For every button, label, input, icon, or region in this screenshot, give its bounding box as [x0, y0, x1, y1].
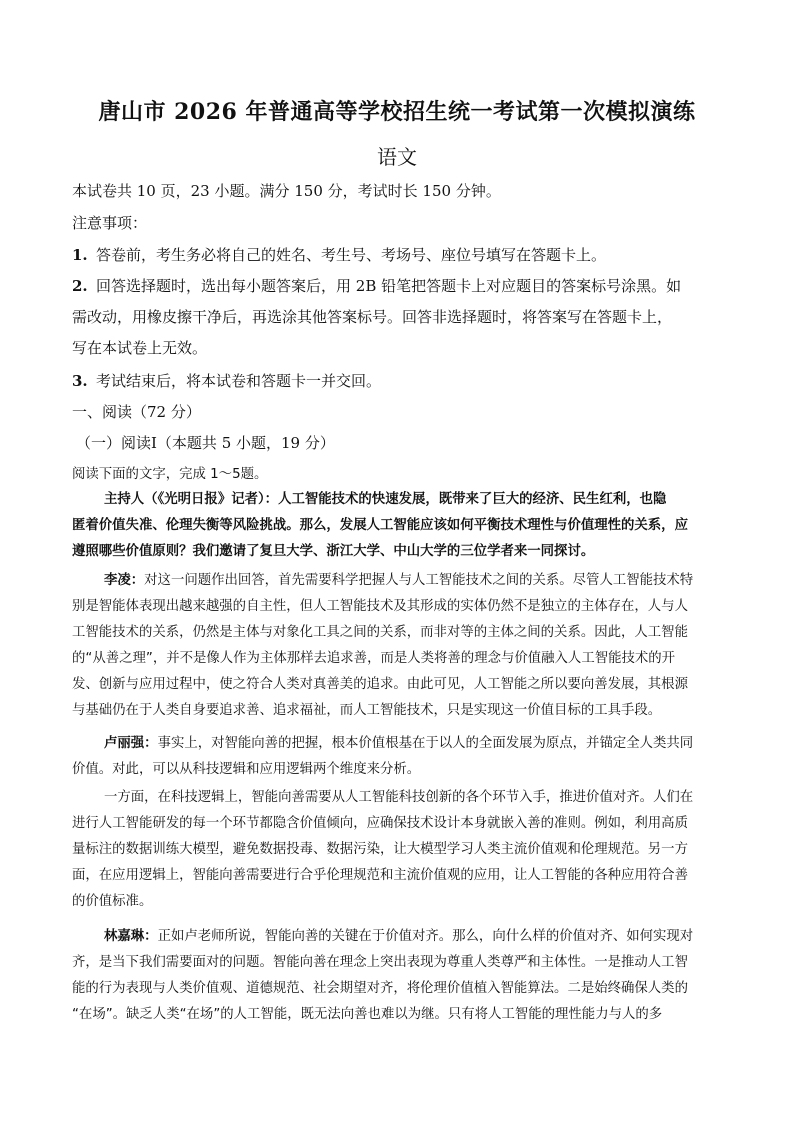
paragraph-line: 量标注的数据训练大模型，避免数据投毒、数据污染，让大模型学习人类主流价值观和伦理规范。另一方 [72, 842, 688, 857]
notice-item-number: 1. [72, 246, 88, 264]
exam-info: 本试卷共 10 页，23 小题。满分 150 分，考试时长 150 分钟。 [72, 182, 501, 200]
host-line: 遵照哪些价值原则？我们邀请了复旦大学、浙江大学、中山大学的三位学者来一同探讨。 [72, 544, 595, 559]
speaker-name: 林嘉琳： [104, 929, 158, 944]
paragraph-line: 工智能技术的关系，仍然是主体与对象化工具之间的关系，而非对等的主体之间的关系。因此，人工智能 [72, 625, 688, 640]
notice-heading: 注意事项： [72, 214, 148, 232]
paragraph-line: 的“从善之理”，并不是像人作为主体那样去追求善，而是人类将善的理念与价值融入人工智能技术的开 [72, 651, 676, 666]
sub-section-heading: （一）阅读Ⅰ（本题共 5 小题，19 分） [76, 434, 335, 452]
reading-instruction: 阅读下面的文字，完成 1～5题。 [72, 467, 268, 482]
host-line: 匿着价值失准、伦理失衡等风险挑战。那么，发展人工智能应该如何平衡技术理性与价值理性的关系，应 [72, 518, 688, 533]
paragraph-line: 齐，是当下我们需要面对的问题。智能向善在理念上突出表现为尊重人类尊严和主体性。一是推动人工智 [72, 955, 688, 970]
notice-item [72, 244, 606, 265]
notice-item-text: 回答选择题时，选出每小题答案后，用 2B 铅笔把答题卡上对应题目的答案标号涂黑。如 [96, 277, 682, 295]
notice-item-continued: 写在本试卷上无效。 [72, 339, 208, 357]
paragraph-line: 别是智能体表现出越来越强的自主性，但人工智能技术及其形成的实体仍然不是独立的主体存在，人与人 [72, 599, 688, 614]
paragraph-line: 事实上，对智能向善的把握，根本价值根基在于以人的全面发展为原点，并锚定全人类共同 [157, 736, 694, 751]
speaker-name: 卢丽强： [104, 736, 158, 751]
paragraph-line: 面，在应用逻辑上，智能向善需要进行合乎伦理规范和主流价值观的应用，让人工智能的各种应用符合善 [72, 868, 688, 883]
notice-item-text: 考试结束后，将本试卷和答题卡一并交回。 [96, 372, 382, 390]
speaker-paragraph-start [104, 569, 693, 588]
speaker-paragraph-start [104, 925, 693, 944]
paragraph-line: 一方面，在科技逻辑上，智能向善需要从人工智能科技创新的各个环节入手，推进价值对齐。人们在 [104, 790, 694, 805]
speaker-name: 李凌： [104, 573, 145, 588]
notice-item [72, 275, 681, 296]
paragraph-line: 发、创新与应用过程中，使之符合人类对真善美的追求。由此可见，人工智能之所以要向善发展，其根源 [72, 677, 688, 692]
paragraph-line: 价值。对此，可以从科技逻辑和应用逻辑两个维度来分析。 [72, 762, 421, 777]
notice-item-text: 答卷前，考生务必将自己的姓名、考生号、考场号、座位号填写在答题卡上。 [96, 246, 607, 264]
paragraph-line: “在场”。缺乏人类“在场”的人工智能，既无法向善也难以为继。只有将人工智能的理性能力与人的多 [72, 1007, 663, 1022]
notice-item-number: 3. [72, 372, 88, 390]
paragraph-line: 进行人工智能研发的每一个环节都隐含价值倾向，应确保技术设计本身就嵌入善的准则。例如，利用高质 [72, 816, 688, 831]
subject-title: 语文 [377, 145, 417, 169]
exam-title: 唐山市 2026 年普通高等学校招生统一考试第一次模拟演练 [98, 99, 696, 125]
section-heading: 一、阅读（72 分） [72, 403, 201, 421]
notice-item [72, 370, 381, 391]
paragraph-line: 能的行为表现与人类价值观、道德规范、社会期望对齐，将伦理价值植入智能算法。二是始终确保人类的 [72, 981, 688, 996]
paragraph-line: 与基础仍在于人类自身要追求善、追求福祉，而人工智能技术，只是实现这一价值目标的工具手段。 [72, 703, 662, 718]
notice-item-number: 2. [72, 277, 88, 295]
paragraph-line: 的价值标准。 [72, 894, 153, 909]
notice-item-continued: 需改动，用橡皮擦干净后，再选涂其他答案标号。回答非选择题时，将答案写在答题卡上， [72, 308, 673, 326]
paragraph-line: 正如卢老师所说，智能向善的关键在于价值对齐。那么，向什么样的价值对齐、如何实现对 [157, 929, 694, 944]
speaker-paragraph-start [104, 732, 693, 751]
paragraph-line: 对这一问题作出回答，首先需要科学把握人与人工智能技术之间的关系。尽管人工智能技术特 [144, 573, 694, 588]
host-line: 主持人（《光明日报》记者）：人工智能技术的快速发展，既带来了巨大的经济、民生红利，也隐 [104, 492, 667, 507]
